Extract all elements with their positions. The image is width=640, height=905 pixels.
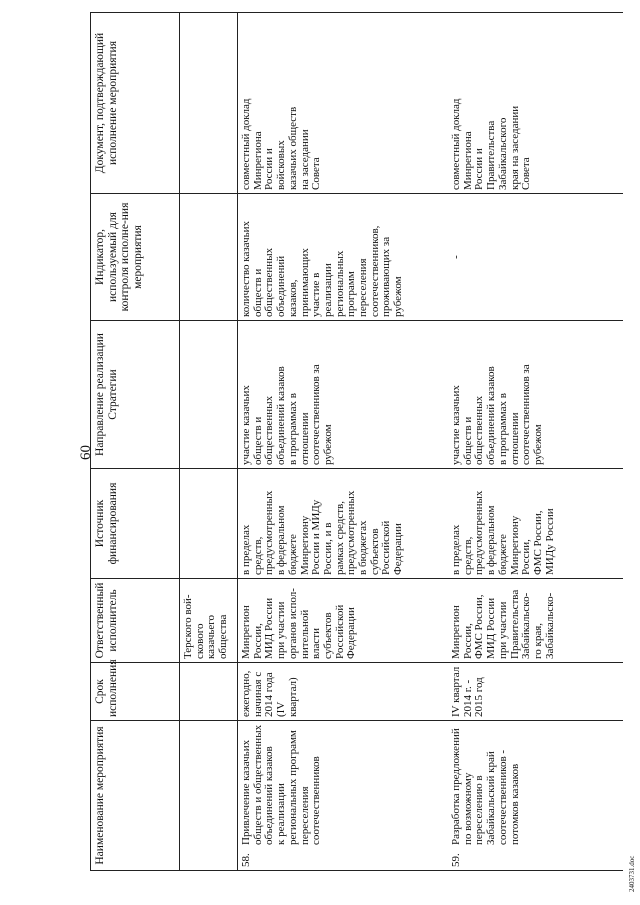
header-term: Срок исполнения xyxy=(91,663,180,721)
table-row xyxy=(238,13,449,871)
row-number: 59. xyxy=(450,853,462,867)
row-term: ежегодно, начиная с 2014 года (IV квартал) xyxy=(238,663,449,721)
cont-term-cell xyxy=(180,663,238,721)
cont-indicator-cell xyxy=(180,194,238,321)
header-document: Документ, подтверждающий исполнение мероприятия xyxy=(91,13,180,194)
row-document: совместный доклад Минрегиона России и Правительства Забайкальского края на заседании Совета xyxy=(448,13,623,194)
row-document: совместный доклад Минрегиона России и войсковых казачьих обществ на заседании Совета xyxy=(238,13,449,194)
cont-funding-cell xyxy=(180,469,238,579)
row-direction: участие казачьих обществ и общественных объединений казаков в программах в отношении соотечественников за рубежом xyxy=(448,321,623,469)
table-row-continuation xyxy=(180,13,238,871)
table-row xyxy=(448,13,623,871)
table-header-row xyxy=(91,13,180,871)
header-name: Наименование мероприятия xyxy=(91,721,180,871)
row-name: Разработка предложений по возможному переселению в Забайкальский край соотечественников - потомков казаков xyxy=(450,728,521,845)
row-name: Привлечение казачьих обществ и общественных объединений казаков к реализации региональных программ переселения соотечественников xyxy=(240,724,323,845)
row-term: IV квартал 2014 г. - 2015 год xyxy=(448,663,623,721)
row-funding: в пределах средств, предусмотренных в федеральном бюджете Минрегиону России и МИДу России, и в рамках средств, предусмотренных в бюджетах субъектов Российской Федерации xyxy=(238,469,449,579)
row-responsible: Минрегион России, МИД России при участии органов испол- нительной власти субъектов Российской Федерации xyxy=(238,579,449,663)
row-indicator: количество казачьих обществ и общественных объединений казаков, принимающих участие в реализации региональных программ переселения соотечественников, проживающих за рубежом xyxy=(238,194,449,321)
measures-table xyxy=(90,12,623,871)
row-name-cell xyxy=(448,721,623,871)
row-funding: в пределах средств, предусмотренных в федеральном бюджете Минрегиону России, ФМС России, МИДу России xyxy=(448,469,623,579)
row-direction: участие казачьих обществ и общественных объединений казаков в программах в отношении соотечественников за рубежом xyxy=(238,321,449,469)
row-responsible: Минрегион России, ФМС России, МИД России при участии Правительства Забайкальско- го края, Забайкальско- xyxy=(448,579,623,663)
cont-document-cell xyxy=(180,13,238,194)
header-indicator: Индикатор, используемый для контроля исполне-ния мероприятия xyxy=(91,194,180,321)
header-funding: Источник финансирования xyxy=(91,469,180,579)
header-responsible: Ответственный исполнитель xyxy=(91,579,180,663)
page-number: 60 xyxy=(78,445,94,460)
row-number: 58. xyxy=(240,853,252,867)
row-name-cell xyxy=(238,721,449,871)
document-id: 2403731.doc xyxy=(628,855,636,892)
cont-responsible-cell: Терского вой- скового казачьего общества xyxy=(180,579,238,663)
row-indicator: - xyxy=(448,194,623,321)
cont-name-cell xyxy=(180,721,238,871)
header-direction: Направление реализации Стратегии xyxy=(91,321,180,469)
cont-direction-cell xyxy=(180,321,238,469)
